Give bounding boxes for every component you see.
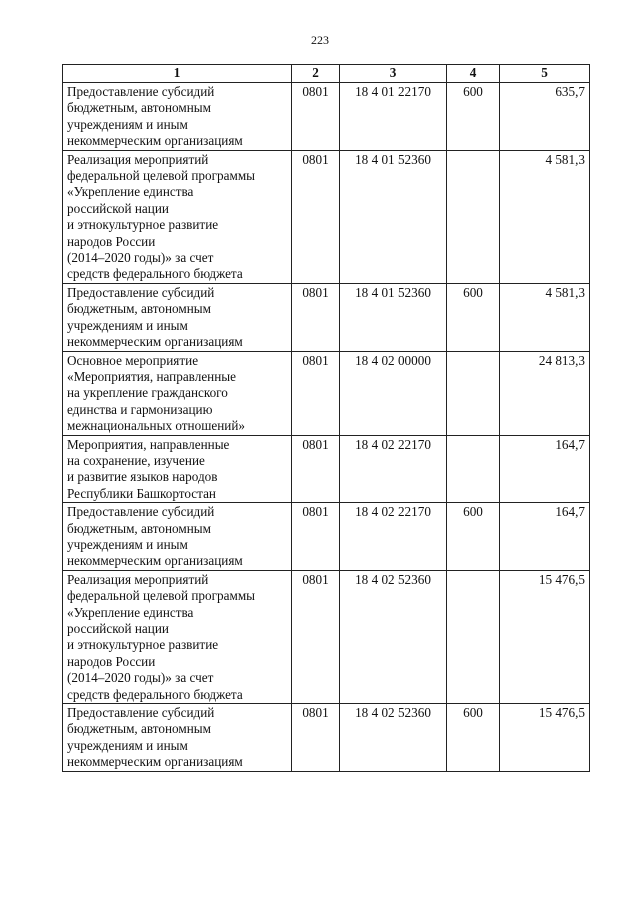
table-row xyxy=(63,503,590,571)
row-amount: 4 581,3 xyxy=(500,150,590,283)
row-name: Предоставление субсидий бюджетным, автономным учреждениям и иным некоммерческим организациям xyxy=(63,283,292,351)
table-header-row xyxy=(63,65,590,83)
row-target-code: 18 4 02 22170 xyxy=(340,435,447,503)
column-header-expense-type: 4 xyxy=(447,65,500,83)
table-row xyxy=(63,570,590,703)
row-name: Предоставление субсидий бюджетным, автономным учреждениям и иным некоммерческим организациям xyxy=(63,83,292,151)
row-target-code: 18 4 02 52360 xyxy=(340,570,447,703)
row-section: 0801 xyxy=(292,503,340,571)
table-row xyxy=(63,435,590,503)
row-name: Реализация мероприятий федеральной целевой программы «Укрепление единства российской нации и этнокультурное развитие народов России (2014–2020 годы)» за счет средств федерального бюджета xyxy=(63,150,292,283)
row-target-code: 18 4 02 22170 xyxy=(340,503,447,571)
row-section: 0801 xyxy=(292,283,340,351)
row-amount: 164,7 xyxy=(500,435,590,503)
column-header-section: 2 xyxy=(292,65,340,83)
row-expense-type xyxy=(447,435,500,503)
page-number: 223 xyxy=(311,33,329,47)
column-header-name: 1 xyxy=(63,65,292,83)
row-expense-type: 600 xyxy=(447,283,500,351)
table-row xyxy=(63,704,590,772)
column-header-amount: 5 xyxy=(500,65,590,83)
row-section: 0801 xyxy=(292,570,340,703)
row-section: 0801 xyxy=(292,704,340,772)
row-section: 0801 xyxy=(292,351,340,435)
row-section: 0801 xyxy=(292,83,340,151)
row-amount: 635,7 xyxy=(500,83,590,151)
row-amount: 15 476,5 xyxy=(500,704,590,772)
row-target-code: 18 4 02 00000 xyxy=(340,351,447,435)
row-target-code: 18 4 01 52360 xyxy=(340,150,447,283)
table-row xyxy=(63,150,590,283)
row-name: Мероприятия, направленные на сохранение, изучение и развитие языков народов Республики Башкортостан xyxy=(63,435,292,503)
row-name: Основное мероприятие «Мероприятия, направленные на укрепление гражданского единства и гармонизацию межнациональных отношений» xyxy=(63,351,292,435)
row-name: Предоставление субсидий бюджетным, автономным учреждениям и иным некоммерческим организациям xyxy=(63,503,292,571)
budget-table xyxy=(62,64,590,772)
row-section: 0801 xyxy=(292,435,340,503)
row-expense-type: 600 xyxy=(447,503,500,571)
row-name: Реализация мероприятий федеральной целевой программы «Укрепление единства российской нации и этнокультурное развитие народов России (2014–2020 годы)» за счет средств федерального бюджета xyxy=(63,570,292,703)
row-name: Предоставление субсидий бюджетным, автономным учреждениям и иным некоммерческим организациям xyxy=(63,704,292,772)
row-amount: 164,7 xyxy=(500,503,590,571)
row-amount: 24 813,3 xyxy=(500,351,590,435)
row-target-code: 18 4 01 22170 xyxy=(340,83,447,151)
row-target-code: 18 4 01 52360 xyxy=(340,283,447,351)
row-expense-type: 600 xyxy=(447,704,500,772)
row-expense-type xyxy=(447,150,500,283)
row-expense-type xyxy=(447,570,500,703)
table-row xyxy=(63,351,590,435)
row-target-code: 18 4 02 52360 xyxy=(340,704,447,772)
row-section: 0801 xyxy=(292,150,340,283)
table-row xyxy=(63,283,590,351)
table-row xyxy=(63,83,590,151)
row-expense-type xyxy=(447,351,500,435)
row-expense-type: 600 xyxy=(447,83,500,151)
column-header-target: 3 xyxy=(340,65,447,83)
row-amount: 4 581,3 xyxy=(500,283,590,351)
row-amount: 15 476,5 xyxy=(500,570,590,703)
